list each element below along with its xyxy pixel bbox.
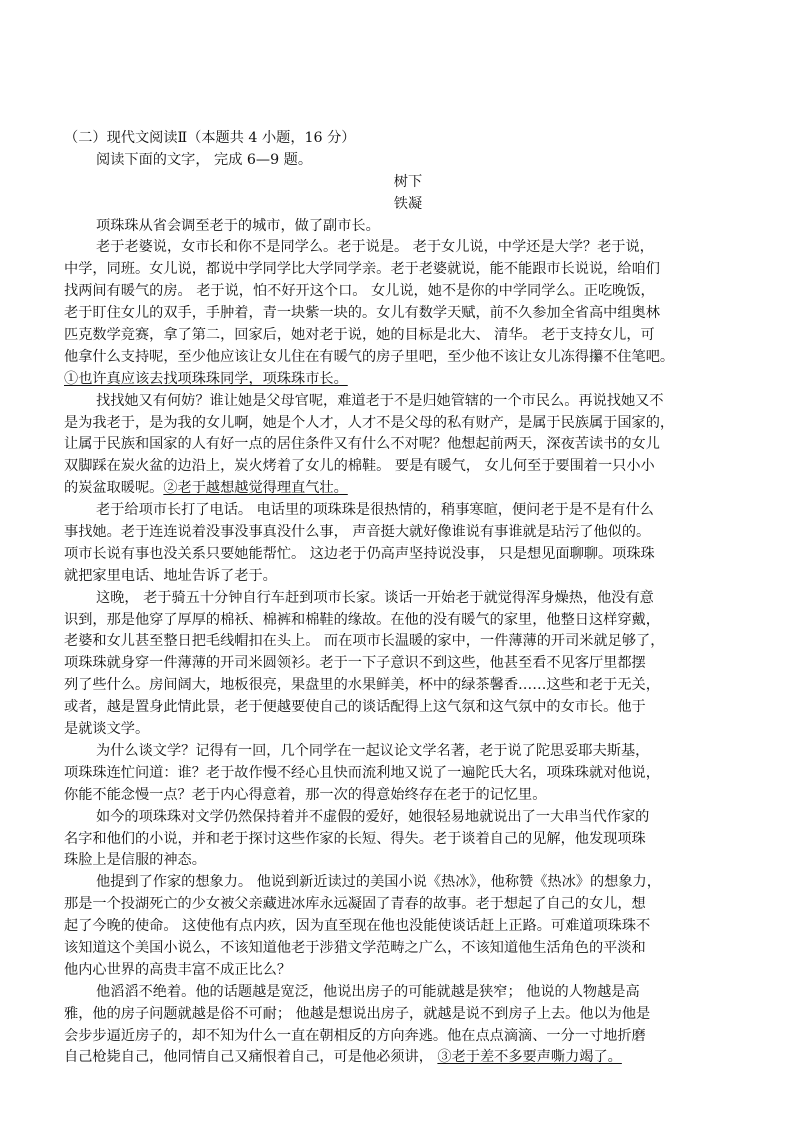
paragraph-line: 名字和他们的小说，并和老于探讨这些作家的长短、得失。老于谈着自己的见解，他发现项珠 [64,830,646,847]
paragraph-line: 项珠珠就身穿一件薄薄的开司米圆领衫。老于一下子意识不到这些，他甚至看不见客厅里都摆 [64,655,646,672]
underlined-sentence-2: ②老于越想越觉得理直气壮。 [163,480,348,497]
paragraph-line: 或者，越是置身此情此景，老于便越要使自己的谈话配得上这气氛和这气氛中的女市长。他于 [64,699,646,716]
paragraph-line: 他提到了作家的想象力。 他说到新近读过的美国小说《热冰》，他称赞《热冰》的想象力， [96,874,661,891]
instruction-text: 阅读下面的文字， 完成 6—9 题。 [96,151,313,168]
paragraph-line-with-underline [64,478,736,500]
paragraph-line: 就把家里电话、地址告诉了老于。 [64,567,277,584]
paragraph-line: 起了今晚的使命。 这使他有点内疚，因为直至现在他也没能使谈话赶上正路。可难道项珠珠不 [64,918,651,935]
paragraph-line: 双脚踩在炭火盆的边沿上，炭火烤着了女儿的棉鞋。 要是有暖气， 女儿何至于要围着一只小小 [64,458,655,475]
underlined-text: ①也许真应该去找项珠珠同学，项珠珠市长。 [64,370,348,387]
paragraph-line: 如今的项珠珠对文学仍然保持着并不虚假的爱好，她很轻易地就说出了一大串当代作家的 [96,808,650,825]
paragraph-line: 中学，同班。女儿说，都说中学同学比大学同学亲。老于老婆就说，能不能跟市长说说，给咱们 [64,261,660,278]
paragraph-text: 的炭盆取暖呢。 [64,480,164,497]
underlined-sentence-1 [64,369,736,391]
paragraph-line: 项珠珠从省会调至老于的城市，做了副市长。 [96,217,380,234]
paragraph-line: 找两间有暖气的房。 老于说，怕不好开这个口。 女儿说，她不是你的中学同学么。正吃晚饭， [64,283,655,300]
paragraph-line: 这晚， 老于骑五十分钟自行车赶到项市长家。谈话一开始老于就觉得浑身燥热，他没有意 [96,589,654,606]
paragraph-line: 那是一个投湖死亡的少女被父亲藏进冰库永远凝固了青春的故事。老于想起了自己的女儿，想 [64,896,646,913]
paragraph-line: 项珠珠连忙问道：谁？老于故作慢不经心且快而流利地又说了一遍陀氏大名，项珠珠就对他说， [64,764,660,781]
paragraph-line: 是就谈文学。 [64,721,150,738]
paragraph-line: 会步步逼近房子的，却不知为什么一直在朝相反的方向奔逃。他在点点滴滴、一分一寸地折磨 [64,1027,646,1044]
paragraph-line-with-underline [64,1047,736,1069]
paragraph-line: 列了些什么。房间阔大，地板很亮，果盘里的水果鲜美，杯中的绿茶馨香……这些和老于无关， [64,677,660,694]
paragraph-line: 让属于民族和国家的人有好一点的居住条件又有什么不对呢？他想起前两天，深夜苦读书的女儿 [64,436,660,453]
paragraph-line: 他内心世界的高贵丰富不成正比么？ [64,961,292,978]
paragraph-line: 识到，那是他穿了厚厚的棉袄、棉裤和棉鞋的缘故。在他的没有暖气的家里，他整日这样穿戴， [64,611,660,628]
paragraph-text: 自己枪毙自己，他同情自己又痛恨着自己，可是他必须讲， [64,1049,438,1066]
paragraph-line: 匹克数学竞赛，拿了第二，回家后，她对老于说，她的目标是北大、 清华。 老于支持女儿，可 [64,327,655,344]
paragraph-line: 该知道这个美国小说么，不该知道他老于涉猎文学范畴之广么，不该知道他生活角色的平淡和 [64,939,646,956]
paragraph-line: 珠脸上是信服的神态。 [64,852,206,869]
paragraph-line: 雅，他的房子问题就越是俗不可耐； 他越是想说出房子，就越是说不到房子上去。他以为他是 [64,1005,651,1022]
paragraph-line: 老婆和女儿甚至整日把毛线帽扣在头上。 而在项市长温暖的家中，一件薄薄的开司米就足够了， [64,633,665,650]
paragraph-line: 是为我老于，是为我的女儿啊，她是个人才，人才不是父母的私有财产，是属于民族属于国家的， [64,414,675,431]
section-header: （二）现代文阅读Ⅱ（本题共 4 小题，16 分） [64,130,356,146]
paragraph-line: 他滔滔不绝着。他的话题越是宽泛，他说出房子的可能就越是狭窄； 他说的人物越是高 [96,983,640,1000]
paragraph-line: 老于给项市长打了电话。 电话里的项珠珠是很热情的，稍事寒暄，便问老于是不是有什么 [96,502,654,519]
story-title: 树下 [393,173,423,190]
paragraph-line: 他拿什么支持呢，至少他应该让女儿住在有暖气的房子里吧，至少他不该让女儿冻得攥不住笔吧。 [64,348,675,365]
paragraph-line: 你能不能念慢一点？老于内心得意着，那一次的得意始终存在老于的记忆里。 [64,786,547,803]
paragraph-line: 找找她又有何妨？谁让她是父母官呢，难道老于不是归她管辖的一个市民么。再说找她又不 [96,392,664,409]
paragraph-line: 项市长说有事也没关系只要她能帮忙。 这边老于仍高声坚持说没事， 只是想见面聊聊。项珠珠 [64,545,655,562]
reading-passage [64,128,736,1069]
paragraph-line: 老于盯住女儿的双手，手肿着，青一块紫一块的。女儿有数学天赋，前不久参加全省高中组奥林 [64,305,660,322]
story-author: 铁凝 [393,195,423,212]
underlined-sentence-3: ③老于差不多要声嘶力竭了。 [437,1049,622,1066]
paragraph-line: 事找她。老于连连说着没事没事真没什么事， 声音挺大就好像谁说有事谁就是玷污了他似的。 [64,524,651,541]
paragraph-line: 老于老婆说，女市长和你不是同学么。老于说是。 老于女儿说，中学还是大学？老于说， [96,239,654,256]
paragraph-line: 为什么谈文学？记得有一回，几个同学在一起议论文学名著，老于说了陀思妥耶夫斯基， [96,742,650,759]
